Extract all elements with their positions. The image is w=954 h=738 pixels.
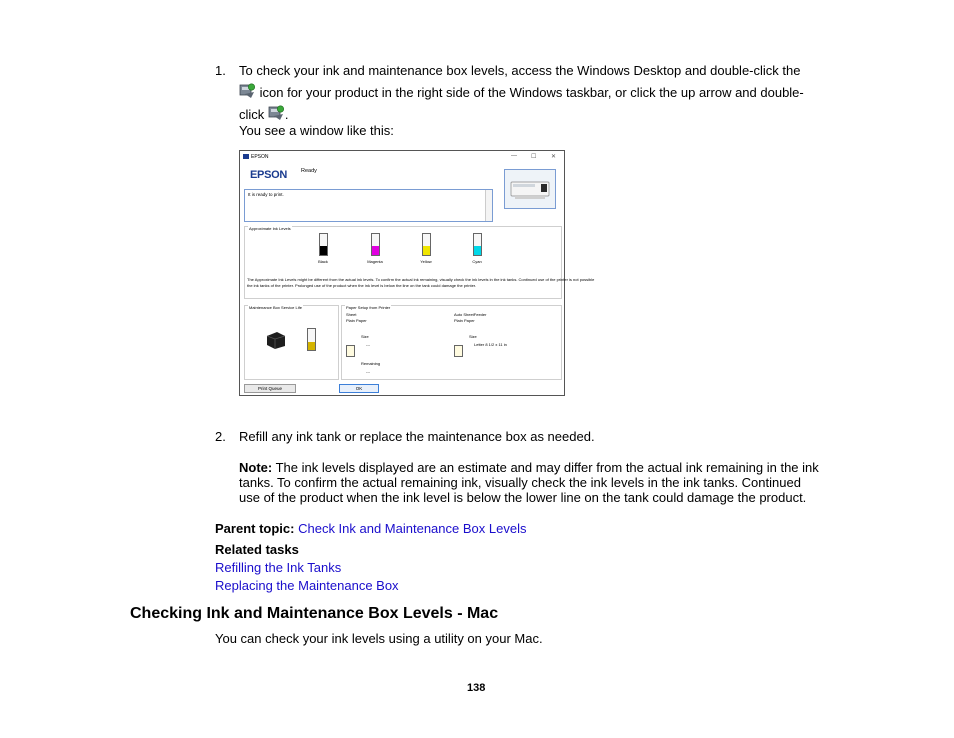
parent-topic-label: Parent topic: [215, 521, 295, 536]
epson-status-monitor-icon [268, 104, 285, 121]
paper-col1-type: Plain Paper [346, 318, 367, 323]
ink-label-yellow: Yellow [420, 259, 432, 264]
step-1-line-2: icon for your product in the right side of the Windows taskbar, or click the up arrow and double- [239, 82, 839, 100]
note-label: Note: [239, 460, 273, 475]
parent-topic-link[interactable]: Check Ink and Maintenance Box Levels [298, 521, 527, 536]
app-icon [243, 154, 249, 159]
window-titlebar [240, 151, 564, 163]
paper-col2-size: Letter 8 1/2 x 11 in [474, 342, 507, 347]
message-box [244, 189, 493, 222]
ink-label-black: Black [318, 259, 328, 264]
paper-col2-type: Plain Paper [454, 318, 475, 323]
maximize-icon: ☐ [531, 154, 537, 160]
epson-logo: EPSON [250, 169, 288, 181]
step-2-number: 2. [215, 429, 226, 444]
paper-col2-size-label: Size [469, 334, 477, 339]
paper-col1-remaining-label: Remaining [361, 361, 381, 366]
ink-tank-cyan [473, 233, 482, 256]
page-number: 138 [467, 682, 486, 694]
printer-image [504, 169, 556, 209]
paper-setup-group [341, 305, 562, 380]
paper-group-label: Paper Setup from Printer [346, 305, 391, 310]
message-text: It is ready to print. [248, 192, 284, 197]
step-1-line-3: click . [239, 104, 839, 122]
you-see-text: You see a window like this: [239, 123, 394, 138]
parent-topic [215, 521, 526, 536]
note-line-3: use of the product when the ink level is below the lower line on the tank could damage the product. [239, 490, 807, 505]
close-icon: ✕ [551, 154, 557, 160]
message-scrollbar [485, 190, 492, 221]
epson-status-monitor-icon [239, 82, 256, 99]
step-1-text [239, 63, 839, 122]
status-text: Ready [301, 168, 317, 174]
related-link-replacing[interactable]: Replacing the Maintenance Box [215, 578, 399, 593]
paper-icon [346, 345, 355, 357]
window-title: EPSON [251, 154, 269, 160]
step-1-number: 1. [215, 63, 226, 78]
print-queue-button[interactable]: Print Queue [244, 384, 296, 393]
section-heading: Checking Ink and Maintenance Box Levels - Mac [130, 605, 499, 622]
ink-note-line-2: the ink tanks of the printer. Prolonged use of the product when the ink level is below the line on the tank could damage the printer. [247, 283, 477, 288]
ink-tank-magenta [371, 233, 380, 256]
paper-col2-title: Auto SheetFeeder [454, 312, 487, 317]
related-tasks-label: Related tasks [215, 542, 299, 557]
ink-label-magenta: Magenta [367, 259, 383, 264]
maintenance-box-level [307, 328, 316, 351]
paper-col1-size: --- [366, 342, 370, 347]
minimize-icon: — [511, 153, 517, 159]
ink-label-cyan: Cyan [472, 259, 482, 264]
ink-levels-group [244, 226, 595, 299]
maintenance-group-label: Maintenance Box Service Life [249, 305, 302, 310]
maintenance-box-group [244, 305, 339, 380]
paper-icon [454, 345, 463, 357]
section-body: You can check your ink levels using a utility on your Mac. [215, 631, 543, 646]
paper-col1-size-label: Size [361, 334, 369, 339]
note-line-2: tanks. To confirm the actual remaining ink, visually check the ink levels in the ink tanks. Continued [239, 475, 801, 490]
maintenance-box-icon [265, 330, 287, 352]
epson-status-window-screenshot [239, 150, 595, 396]
related-link-refilling[interactable]: Refilling the Ink Tanks [215, 560, 342, 575]
note-block [239, 460, 839, 505]
paper-col1-remaining: --- [366, 369, 370, 374]
ink-note-line-1: The Approximate Ink Levels might be different from the actual ink levels. To confirm the actual ink remaining, visually check the ink levels in the ink tanks. Continued use of the printer is not possible [247, 277, 595, 282]
ok-button[interactable]: OK [339, 384, 379, 393]
step-2-text: Refill any ink tank or replace the maintenance box as needed. [239, 429, 595, 444]
note-line-1: Note: The ink levels displayed are an estimate and may differ from the actual ink remaining in the ink [239, 460, 819, 475]
paper-col1-title: Sheet [346, 312, 357, 317]
ink-group-label: Approximate Ink Levels [249, 226, 291, 231]
step-1-line-1: To check your ink and maintenance box levels, access the Windows Desktop and double-click the [239, 63, 801, 78]
ink-tank-yellow [422, 233, 431, 256]
ink-tank-black [319, 233, 328, 256]
